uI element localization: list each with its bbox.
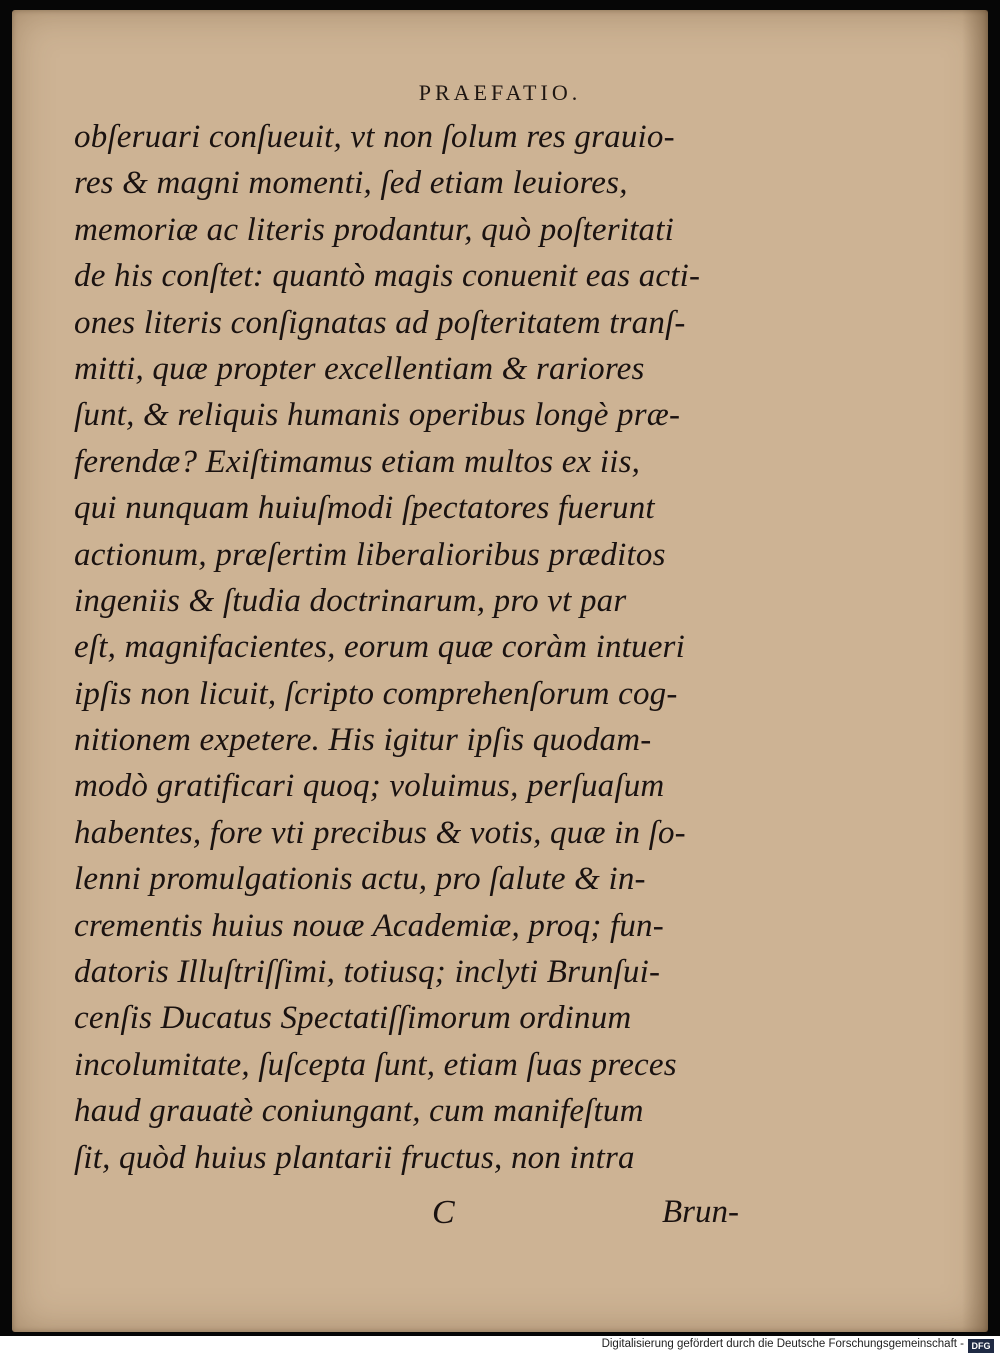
- page-footer: [12, 1194, 988, 1240]
- text-line: haud grauatè coniungant, cum manifeſtum: [74, 1093, 644, 1130]
- text-line: de his conſtet: quantò magis conuenit eas acti-: [74, 258, 701, 295]
- credit-bar: [0, 1336, 1000, 1356]
- book-page: [12, 10, 988, 1332]
- text-line: actionum, præſertim liberalioribus præditos: [74, 536, 666, 573]
- text-line: memoriæ ac literis prodantur, quò poſteritati: [74, 211, 674, 248]
- text-line: ſunt, & reliquis humanis operibus longè præ-: [74, 397, 681, 434]
- text-line: ones literis conſignatas ad poſteritatem tranſ-: [74, 304, 686, 341]
- running-head: PRAEFATIO.: [418, 80, 582, 105]
- text-line: modò gratificari quoq; voluimus, perſuaſum: [74, 768, 665, 805]
- signature-mark: C: [432, 1194, 455, 1231]
- text-line: crementis huius nouæ Academiæ, proq; fun-: [74, 907, 664, 944]
- text-line: cenſis Ducatus Spectatiſſimorum ordinum: [74, 1000, 632, 1037]
- text-line: obſeruari conſueuit, vt non ſolum res grauio-: [74, 119, 675, 155]
- text-line: eſt, magnifacientes, eorum quæ coràm intueri: [74, 629, 685, 666]
- text-line: nitionem expetere. His igitur ipſis quodam-: [74, 722, 652, 759]
- text-line: qui nunquam huiuſmodi ſpectatores fuerunt: [74, 490, 655, 527]
- catchword: Brun-: [662, 1194, 739, 1230]
- credit-text: Digitalisierung gefördert durch die Deutsche Forschungsgemeinschaft -: [601, 1338, 964, 1350]
- text-line: ingeniis & ſtudia doctrinarum, pro vt par: [74, 582, 627, 619]
- text-line: habentes, fore vti precibus & votis, quæ in ſo-: [74, 814, 686, 851]
- text-line: res & magni momenti, ſed etiam leuiores,: [74, 165, 628, 202]
- dfg-logo: DFG: [968, 1339, 994, 1353]
- text-line: ſit, quòd huius plantarii fructus, non intra: [74, 1139, 635, 1176]
- text-block: [74, 114, 774, 1181]
- text-line: mitti, quæ propter excellentiam & rariores: [74, 350, 645, 387]
- text-line: ipſis non licuit, ſcripto comprehenſorum cog-: [74, 675, 678, 712]
- text-line: incolumitate, ſuſcepta ſunt, etiam ſuas preces: [74, 1046, 677, 1083]
- text-line: ferendæ? Exiſtimamus etiam multos ex iis,: [74, 443, 641, 480]
- text-line: datoris Illuſtriſſimi, totiusq; inclyti Brunſui-: [74, 954, 661, 991]
- text-line: lenni promulgationis actu, pro ſalute & in-: [74, 861, 646, 898]
